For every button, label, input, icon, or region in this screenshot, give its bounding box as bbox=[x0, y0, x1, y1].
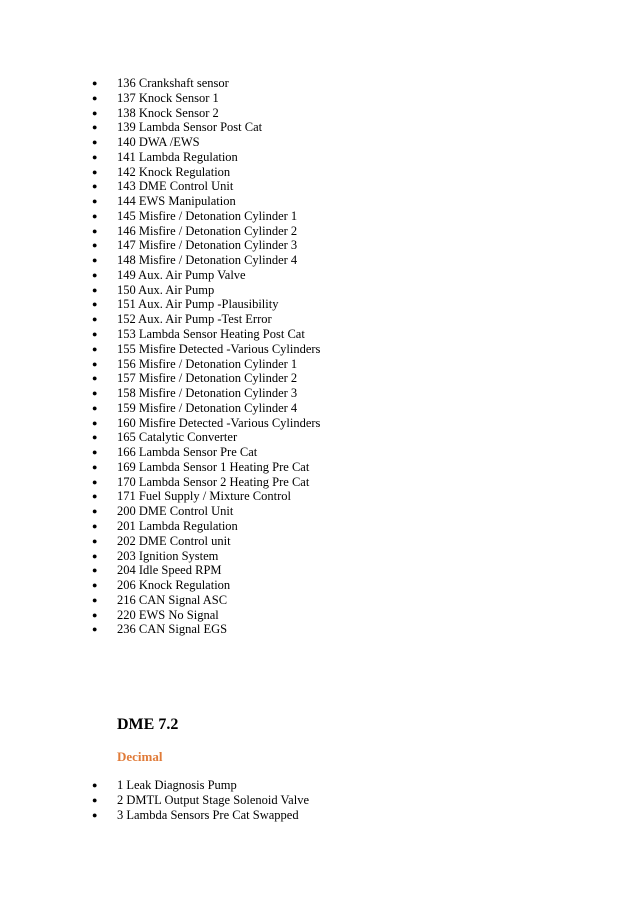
list-item-text: 141 Lambda Regulation bbox=[117, 149, 238, 164]
list-item-text: 166 Lambda Sensor Pre Cat bbox=[117, 445, 258, 460]
list-item-text: 145 Misfire / Detonation Cylinder 1 bbox=[117, 208, 298, 223]
list-item-text: 202 DME Control unit bbox=[117, 533, 231, 548]
list-item-text: 200 DME Control Unit bbox=[117, 504, 234, 519]
bullet-icon: ● bbox=[92, 506, 98, 517]
list-item-text: 156 Misfire / Detonation Cylinder 1 bbox=[117, 356, 298, 371]
list-item-text: 136 Crankshaft sensor bbox=[117, 76, 229, 90]
list-item-text: 2 DMTL Output Stage Solenoid Valve bbox=[117, 792, 309, 807]
list-item-text: 149 Aux. Air Pump Valve bbox=[117, 267, 246, 282]
list-item-text: 160 Misfire Detected -Various Cylinders bbox=[117, 415, 321, 430]
list-item-text: 140 DWA /EWS bbox=[117, 135, 200, 150]
list-item-text: 201 Lambda Regulation bbox=[117, 518, 238, 533]
list-item-text: 153 Lambda Sensor Heating Post Cat bbox=[117, 327, 305, 342]
list-item-text: 220 EWS No Signal bbox=[117, 607, 219, 622]
bullet-icon: ● bbox=[92, 343, 98, 354]
list-item-text: 206 Knock Regulation bbox=[117, 578, 231, 593]
list-item-text: 3 Lambda Sensors Pre Cat Swapped bbox=[117, 807, 299, 822]
bullet-icon: ● bbox=[92, 780, 98, 790]
list-item-text: 146 Misfire / Detonation Cylinder 2 bbox=[117, 223, 298, 238]
list-item-text: 151 Aux. Air Pump -Plausibility bbox=[117, 297, 279, 312]
bullet-icon: ● bbox=[92, 491, 98, 502]
list-item-text: 1 Leak Diagnosis Pump bbox=[117, 778, 237, 792]
bullet-icon: ● bbox=[92, 122, 98, 133]
list-item-text: 138 Knock Sensor 2 bbox=[117, 105, 219, 120]
list-item-text: 148 Misfire / Detonation Cylinder 4 bbox=[117, 253, 298, 268]
bullet-icon: ● bbox=[92, 417, 98, 428]
list-item-text: 150 Aux. Air Pump bbox=[117, 282, 215, 297]
bullet-icon: ● bbox=[92, 624, 98, 635]
list-item-text: 236 CAN Signal EGS bbox=[117, 622, 228, 637]
section-heading: DME 7.2 bbox=[117, 716, 179, 733]
bullet-icon: ● bbox=[92, 78, 98, 88]
list-item-text: 155 Misfire Detected -Various Cylinders bbox=[117, 341, 321, 356]
section-subheading: Decimal bbox=[117, 749, 163, 764]
list-item-text: 157 Misfire / Detonation Cylinder 2 bbox=[117, 371, 298, 386]
list-item-text: 143 DME Control Unit bbox=[117, 179, 234, 194]
bullet-icon: ● bbox=[92, 594, 98, 605]
list-item-text: 170 Lambda Sensor 2 Heating Pre Cat bbox=[117, 474, 310, 489]
list-item-text: 152 Aux. Air Pump -Test Error bbox=[117, 312, 272, 327]
bullet-icon: ● bbox=[92, 329, 98, 340]
bullet-icon: ● bbox=[92, 432, 98, 443]
bullet-icon: ● bbox=[92, 565, 98, 576]
bullet-icon: ● bbox=[92, 196, 98, 207]
bullet-icon: ● bbox=[92, 107, 98, 118]
bullet-icon: ● bbox=[92, 284, 98, 295]
list-item-text: 204 Idle Speed RPM bbox=[117, 563, 222, 578]
bullet-icon: ● bbox=[92, 299, 98, 310]
list-item-text: 147 Misfire / Detonation Cylinder 3 bbox=[117, 238, 298, 253]
bullet-icon: ● bbox=[92, 92, 98, 103]
list-item-text: 137 Knock Sensor 1 bbox=[117, 90, 219, 105]
bullet-icon: ● bbox=[92, 137, 98, 148]
bullet-icon: ● bbox=[92, 225, 98, 236]
bullet-icon: ● bbox=[92, 550, 98, 561]
list-item-text: 203 Ignition System bbox=[117, 548, 219, 563]
list-item-text: 139 Lambda Sensor Post Cat bbox=[117, 120, 263, 135]
bullet-icon: ● bbox=[92, 520, 98, 531]
bullet-icon: ● bbox=[92, 535, 98, 546]
bullet-icon: ● bbox=[92, 269, 98, 280]
bullet-icon: ● bbox=[92, 388, 98, 399]
bullet-icon: ● bbox=[92, 402, 98, 413]
bullet-icon: ● bbox=[92, 358, 98, 369]
bullet-icon: ● bbox=[92, 461, 98, 472]
list-item-text: 159 Misfire / Detonation Cylinder 4 bbox=[117, 400, 298, 415]
bullet-icon: ● bbox=[92, 373, 98, 384]
bullet-icon: ● bbox=[92, 314, 98, 325]
list-item-text: 158 Misfire / Detonation Cylinder 3 bbox=[117, 386, 298, 401]
list-item-text: 169 Lambda Sensor 1 Heating Pre Cat bbox=[117, 459, 310, 474]
bullet-icon: ● bbox=[92, 151, 98, 162]
bullet-icon: ● bbox=[92, 240, 98, 251]
bullet-icon: ● bbox=[92, 476, 98, 487]
bullet-icon: ● bbox=[92, 447, 98, 458]
bullet-icon: ● bbox=[92, 609, 98, 620]
list-item-text: 144 EWS Manipulation bbox=[117, 194, 236, 209]
bullet-icon: ● bbox=[92, 210, 98, 221]
list-item-text: 171 Fuel Supply / Mixture Control bbox=[117, 489, 291, 504]
bullet-icon: ● bbox=[92, 181, 98, 192]
bullet-icon: ● bbox=[92, 794, 98, 805]
list-item-text: 216 CAN Signal ASC bbox=[117, 592, 228, 607]
list-item-text: 165 Catalytic Converter bbox=[117, 430, 238, 445]
bullet-icon: ● bbox=[92, 809, 98, 820]
bullet-icon: ● bbox=[92, 255, 98, 266]
bullet-icon: ● bbox=[92, 580, 98, 591]
bullet-icon: ● bbox=[92, 166, 98, 177]
list-item-text: 142 Knock Regulation bbox=[117, 164, 231, 179]
